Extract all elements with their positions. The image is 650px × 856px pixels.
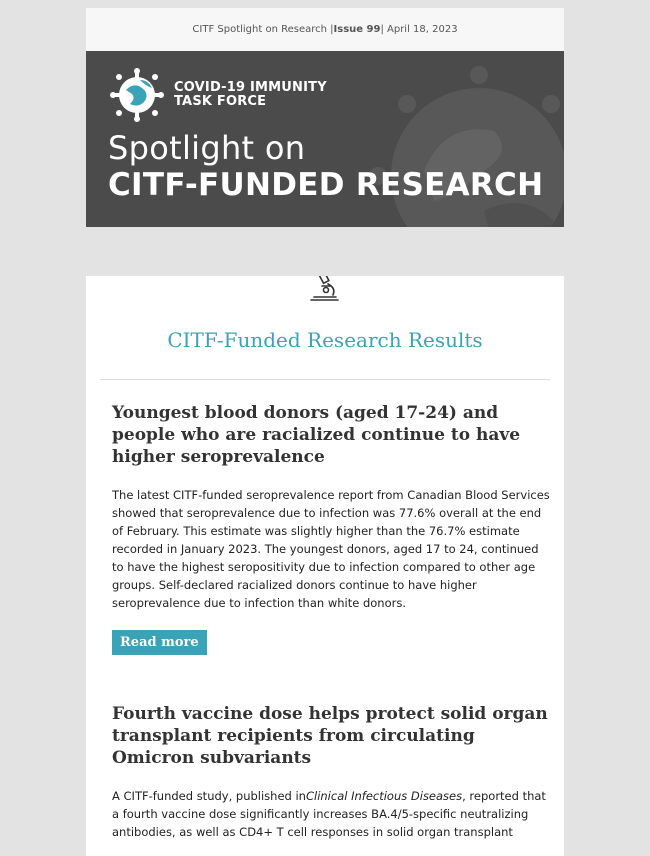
section-title: CITF-Funded Research Results	[167, 328, 483, 352]
article-body: The latest CITF-funded seroprevalence report from Canadian Blood Services showed that seroprevalence due to infection was 77.6% overall at the end of February. This estimate was slightly higher than the 76.7% estimate recorded in January 2023. The youngest donors, aged 17 to 24, continued to have the highest seropositivity due to infection compared to other age groups. Self-declared racialized donors continue to have higher seroprevalence due to infection than white donors.	[112, 488, 550, 610]
newsletter	[86, 8, 564, 856]
article-title[interactable]: Youngest blood donors (aged 17-24) and people who are racialized continue to have higher seroprevalence	[112, 403, 521, 467]
pre-header-text: CITF Spotlight on Research |	[192, 24, 334, 35]
citf-logo[interactable]	[110, 68, 327, 122]
covid-virus-logo-icon	[110, 68, 164, 122]
banner-title-line-1: Spotlight on	[108, 129, 306, 167]
issue-number: Issue 99	[333, 24, 381, 35]
article-1	[112, 402, 550, 655]
journal-link[interactable]: Clinical Infectious Diseases	[305, 789, 463, 803]
divider	[100, 379, 550, 380]
article-body-end: , reported that a fourth vaccine dose significantly increases BA.4/5-specific neutralizing antibodies, as well as CD4+ T cell responses in solid organ transplant	[112, 789, 546, 839]
hero-banner	[86, 51, 564, 227]
banner-title-line-2: CITF-FUNDED RESEARCH	[108, 167, 544, 203]
spacer	[86, 227, 564, 276]
article-2	[112, 703, 550, 841]
logo-wordmark	[174, 81, 327, 109]
microscope-icon	[306, 276, 342, 302]
pre-header	[86, 8, 564, 51]
read-more-button[interactable]: Read more	[112, 630, 207, 655]
content-card	[86, 276, 564, 856]
issue-date: | April 18, 2023	[380, 24, 458, 35]
article-body-start: A CITF-funded study, published in	[112, 789, 306, 803]
logo-line-2: TASK FORCE	[174, 94, 267, 109]
article-title[interactable]: Fourth vaccine dose helps protect solid organ transplant recipients from circulating Omicron subvariants	[112, 704, 548, 768]
logo-line-1: COVID-19 IMMUNITY	[174, 80, 327, 95]
microscope-badge	[290, 276, 358, 316]
article-body	[112, 787, 550, 841]
